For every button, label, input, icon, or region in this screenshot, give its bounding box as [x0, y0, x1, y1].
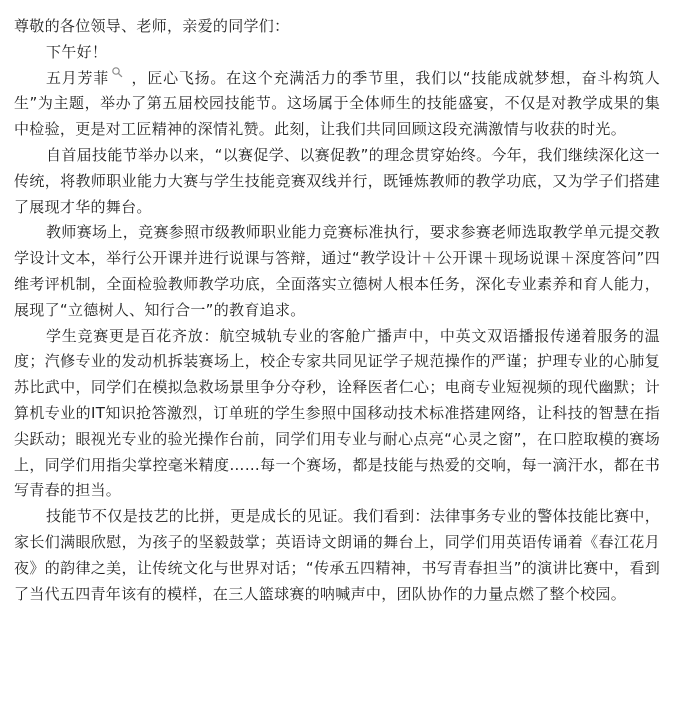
intro-paragraph: [14, 66, 660, 143]
paragraph-tradition: 自首届技能节举办以来，“以赛促学、以赛促教”的理念贯穿始终。今年，我们继续深化这一传统，将教师职业能力大赛与学生技能竞赛双线并行，既锤炼教师的教学功底，又为学子们搭建了展现才华的舞台。: [14, 145, 660, 216]
greeting: 下午好！: [46, 42, 108, 61]
intro-text: ，匠心飞扬。在这个充满活力的季节里，我们以“技能成就梦想，奋斗构筑人生”为主题，举办了第五届校园技能节。这场属于全体师生的技能盛宴，不仅是对教学成果的集中检验，更是对工匠精神的深情礼赞。此刻，让我们共同回顾这段充满激情与收获的时光。: [14, 68, 660, 139]
paragraph-teacher-competition: 教师赛场上，竞赛参照市级教师职业能力竞赛标准执行，要求参赛老师选取教学单元提交教学设计文本，举行公开课并进行说课与答辩，通过“教学设计＋公开课＋现场说课＋深度答问”四维考评机制，全面检验教师教学功底，全面落实立德树人根本任务，深化专业素养和育人能力，展现了“立德树人、知行合一”的教育追求。: [14, 223, 660, 319]
highlight-term[interactable]: 五月芳菲: [46, 68, 110, 87]
paragraph-growth: 技能节不仅是技艺的比拼，更是成长的见证。我们看到：法律事务专业的警体技能比赛中，家长们满眼欣慰，为孩子的坚毅鼓掌；英语诗文朗诵的舞台上，同学们用英语传诵着《春江花月夜》的韵律之美，让传统文化与世界对话；“传承五四精神，书写青春担当”的演讲比赛中，看到了当代五四青年该有的模样，在三人篮球赛的呐喊声中，团队协作的力量点燃了整个校园。: [14, 507, 660, 603]
search-icon[interactable]: [111, 66, 123, 78]
salutation: 尊敬的各位领导、老师，亲爱的同学们：: [14, 17, 290, 35]
paragraph-student-competition: 学生竞赛更是百花齐放：航空城轨专业的客舱广播声中，中英文双语播报传递着服务的温度；汽修专业的发动机拆装赛场上，校企专家共同见证学子规范操作的严谨；护理专业的心肺复苏比武中，同学们在模拟急救场景里争分夺秒，诠释医者仁心；电商专业短视频的现代幽默；计算机专业的IT知识抢答激烈，订单班的学生参照中国移动技术标准搭建网络，让科技的智慧在指尖跃动；眼视光专业的验光操作台前，同学们用专业与耐心点亮“心灵之窗”，在口腔取模的赛场上，同学们用指尖掌控毫米精度……每一个赛场，都是技能与热爱的交响，每一滴汗水，都在书写青春的担当。: [14, 326, 660, 500]
